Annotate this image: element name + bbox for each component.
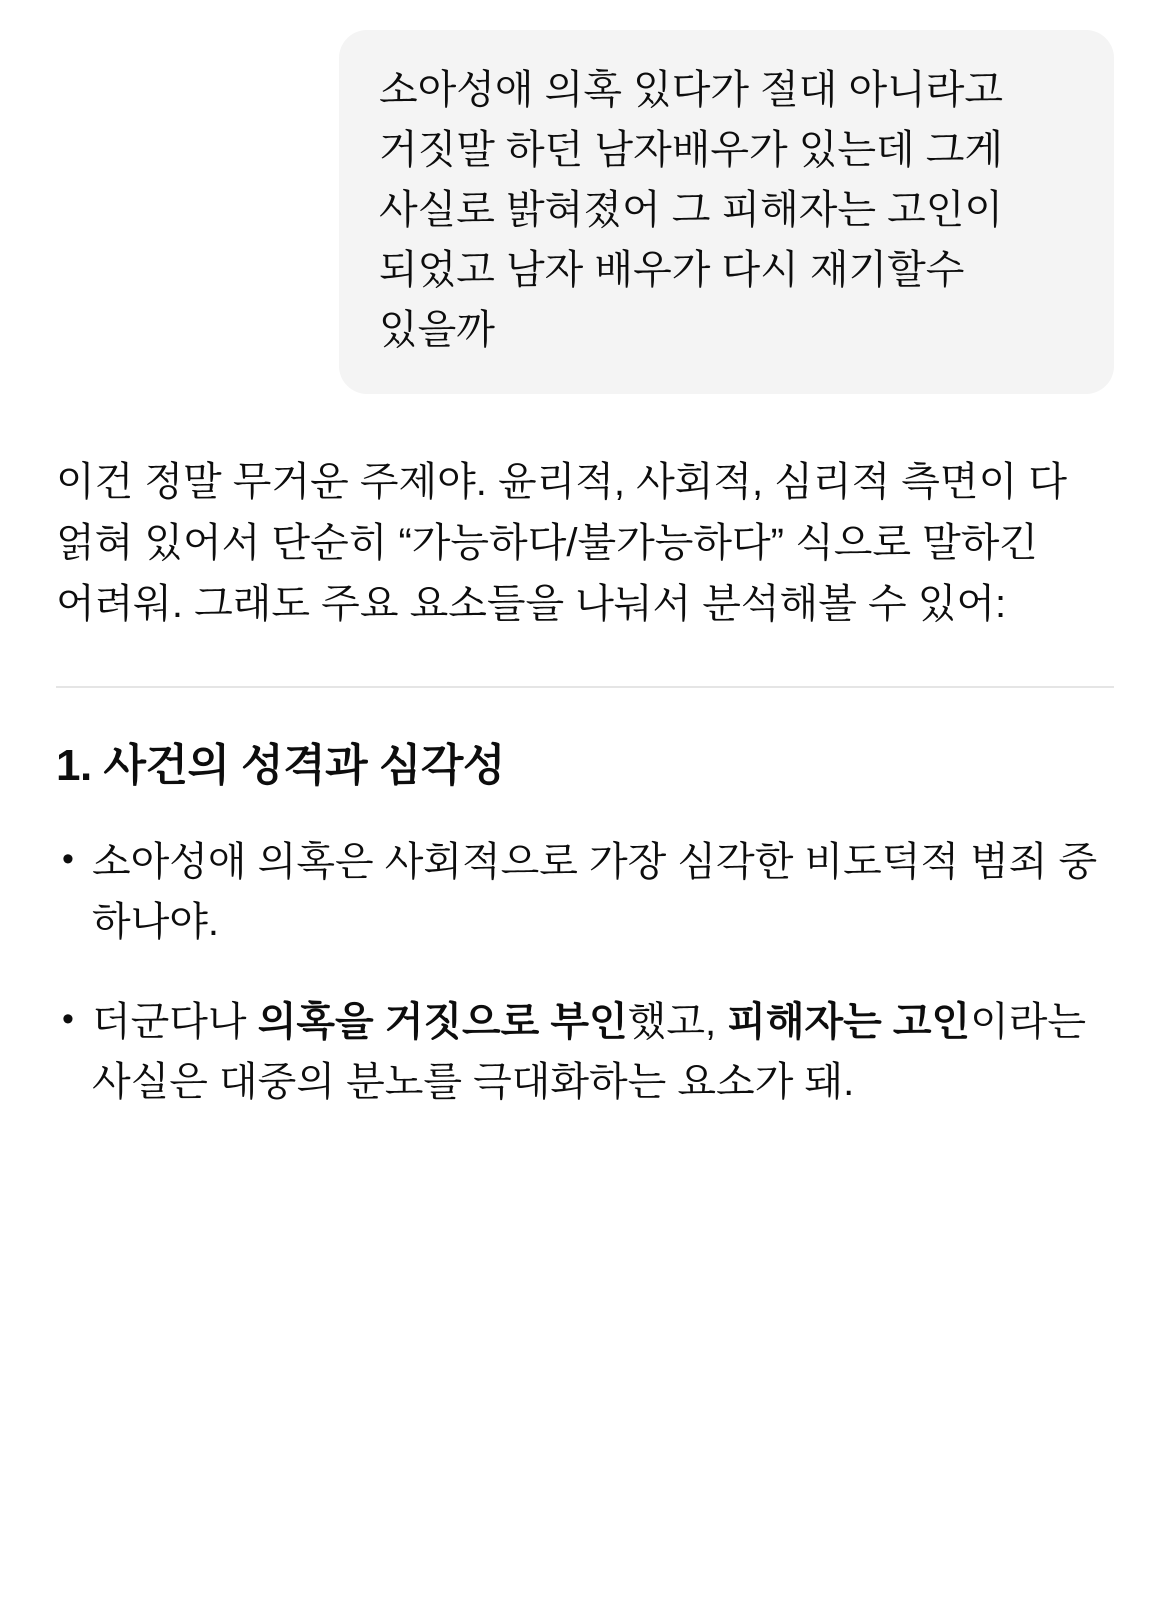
user-message-bubble[interactable]: 소아성애 의혹 있다가 절대 아니라고 거짓말 하던 남자배우가 있는데 그게 사실로 밝혀졌어 그 피해자는 고인이 되었고 남자 배우가 다시 재기할수 있을까 bbox=[339, 30, 1114, 394]
assistant-intro-paragraph: 이건 정말 무거운 주제야. 윤리적, 사회적, 심리적 측면이 다 얽혀 있어서 단순히 “가능하다/불가능하다” 식으로 말하긴 어려워. 그래도 주요 요소들을 나눠서 분석해볼 수 있어: bbox=[56, 460, 1079, 626]
bullet-text-emphasis: 피해자는 고인 bbox=[727, 999, 971, 1044]
user-message-row bbox=[0, 0, 1170, 394]
section-1-bullet-list bbox=[56, 832, 1114, 1112]
list-item bbox=[56, 992, 1114, 1112]
section-divider bbox=[56, 686, 1114, 688]
section-1-heading bbox=[56, 736, 1114, 795]
bullet-text-emphasis: 의혹을 거짓으로 부인 bbox=[257, 999, 628, 1044]
section-1-title: 사건의 성격과 심각성 bbox=[103, 741, 505, 791]
bullet-text: 더군다나 bbox=[92, 999, 258, 1044]
list-item bbox=[56, 832, 1114, 952]
bullet-text: 했고, bbox=[627, 999, 728, 1044]
assistant-message bbox=[0, 394, 1170, 1112]
bullet-text: 소아성애 의혹은 사회적으로 가장 심각한 비도덕적 범죄 중 하나야. bbox=[92, 839, 1098, 944]
bullet-text: 이라는 사실은 대중의 분노를 극대화하는 요소가 돼. bbox=[92, 999, 1087, 1104]
section-1-number: 1. bbox=[56, 741, 92, 791]
